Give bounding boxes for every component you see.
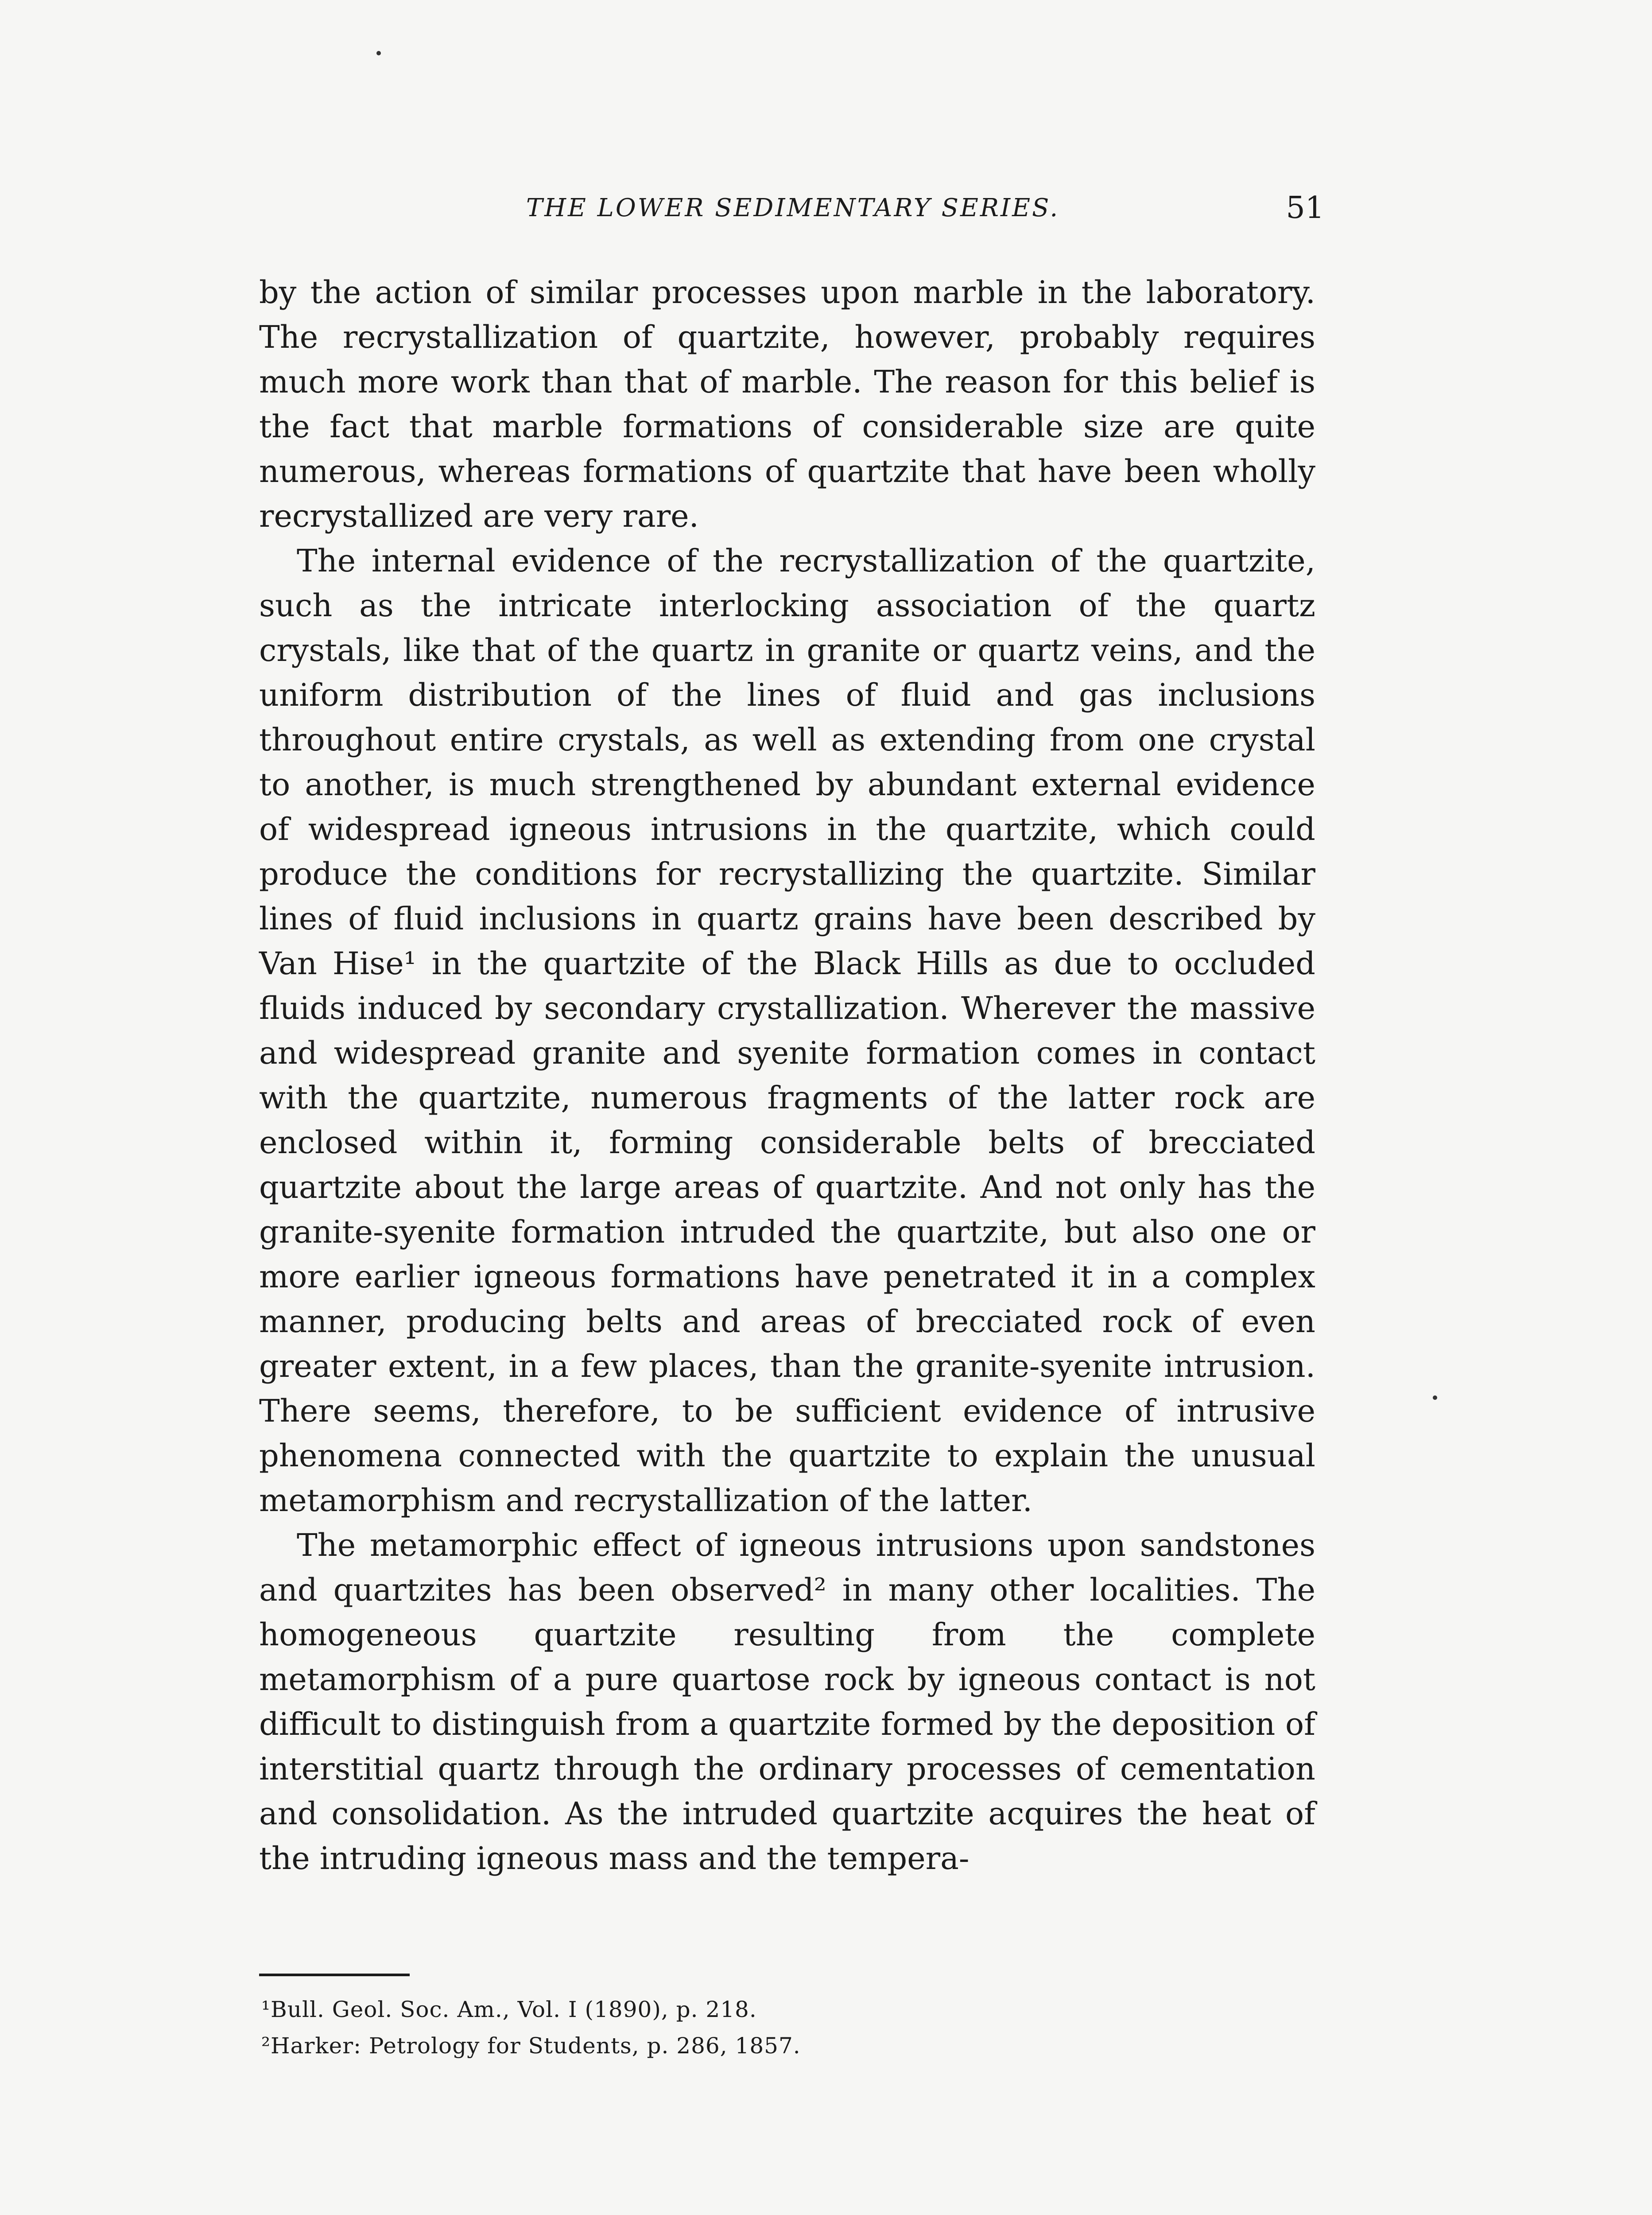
scan-speck: [376, 51, 381, 55]
footnote-rule: [259, 1974, 410, 1976]
footnote-2: ²Harker: Petrology for Students, p. 286, 1857.: [261, 2033, 801, 2059]
page-header: [261, 184, 1324, 233]
paragraph-2: The internal evidence of the recrystallization of the quartzite, such as the intricate interlocking association of the quartz crystals, like that of the quartz in granite or quartz veins, and the uniform distribution of the lines of fluid and gas inclusions throughout entire crystals, as well as extending from one crystal to another, is much strengthened by abundant external evidence of widespread igneous intrusions in the quartzite, which could produce the conditions for recrystallizing the quartzite. Similar lines of fluid inclusions in quartz grains have been described by Van Hise¹ in the quartzite of the Black Hills as due to occluded fluids induced by secondary crystallization. Wherever the massive and widespread granite and syenite formation comes in contact with the quartzite, numerous fragments of the latter rock are enclosed within it, forming considerable belts of brecciated quartzite about the large areas of quartzite. And not only has the granite-syenite formation intruded the quartzite, but also one or more earlier igneous formations have penetrated it in a complex manner, producing belts and areas of brecciated rock of even greater extent, in a few places, than the granite-syenite intrusion. There seems, therefore, to be sufficient evidence of intrusive phenomena connected with the quartzite to explain the unusual metamorphism and recrystallization of the latter.: [259, 543, 1315, 1519]
running-head: THE LOWER SEDIMENTARY SERIES.: [526, 194, 1060, 222]
body-text: [259, 270, 1315, 1881]
footnotes: [261, 1991, 1318, 2064]
paragraph-3: The metamorphic effect of igneous intrusions upon sandstones and quartzites has been observed² in many other localities. The homogeneous quartzite resulting from the complete metamorphism of a pure quartose rock by igneous contact is not difficult to distinguish from a quartzite formed by the deposition of interstitial quartz through the ordinary processes of cementation and consolidation. As the intruded quartzite acquires the heat of the intruding igneous mass and the tempera-: [259, 1527, 1315, 1877]
footnote-1: ¹Bull. Geol. Soc. Am., Vol. I (1890), p. 218.: [261, 1997, 757, 2022]
page-number: 51: [1286, 190, 1324, 225]
scan-speck: [1433, 1395, 1437, 1400]
paragraph-1: by the action of similar processes upon marble in the laboratory. The recrystallization of quartzite, however, probably requires much more work than that of marble. The reason for this belief is the fact that marble formations of considerable size are quite numerous, whereas formations of quartzite that have been wholly recrystallized are very rare.: [259, 274, 1315, 534]
